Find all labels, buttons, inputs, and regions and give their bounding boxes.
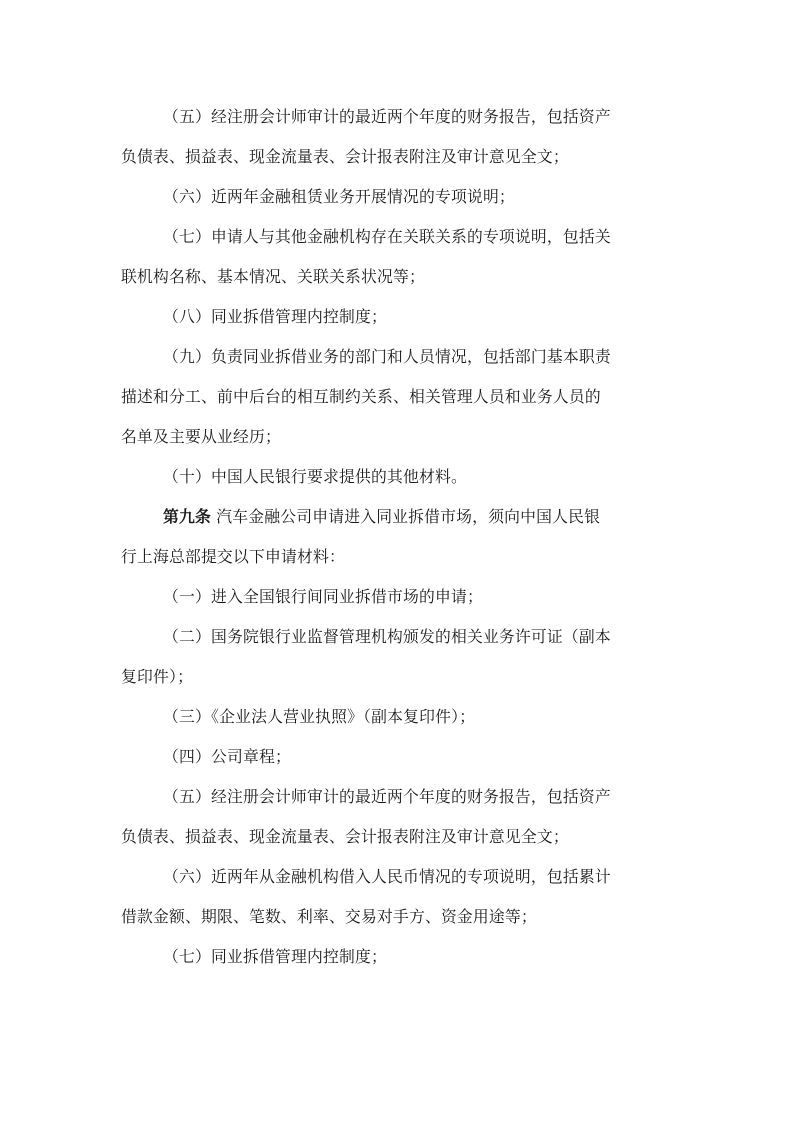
paragraph-item-5-line1: （五）经注册会计师审计的最近两个年度的财务报告，包括资产: [163, 107, 611, 126]
paragraph-item-9-line1: （九）负责同业拆借业务的部门和人员情况，包括部门基本职责: [163, 347, 611, 366]
paragraph-a9-item-7: （七）同业拆借管理内控制度；: [163, 947, 387, 966]
article-9-line1: [121, 497, 677, 537]
paragraph-item-7-line1: （七）申请人与其他金融机构存在关联关系的专项说明，包括关: [163, 227, 611, 246]
paragraph-a9-item-2-line1: （二）国务院银行业监督管理机构颁发的相关业务许可证（副本: [163, 627, 611, 646]
paragraph-item-6: （六）近两年金融租赁业务开展情况的专项说明；: [163, 187, 515, 206]
paragraph-item-9-line2: 描述和分工、前中后台的相互制约关系、相关管理人员和业务人员的: [121, 387, 601, 406]
paragraph-a9-item-6-line2: 借款金额、期限、笔数、利率、交易对手方、资金用途等；: [121, 907, 537, 926]
article-9-text: 汽车金融公司申请进入同业拆借市场，须向中国人民银: [211, 507, 601, 526]
paragraph-item-8: （八）同业拆借管理内控制度；: [163, 307, 387, 326]
paragraph-item-10: （十）中国人民银行要求提供的其他材料。: [163, 467, 467, 486]
paragraph-item-5-line2: 负债表、损益表、现金流量表、会计报表附注及审计意见全文；: [121, 147, 569, 166]
article-9-line2: 行上海总部提交以下申请材料：: [121, 547, 345, 566]
paragraph-a9-item-1: （一）进入全国银行间同业拆借市场的申请；: [163, 587, 483, 606]
paragraph-item-9-line3: 名单及主要从业经历；: [121, 427, 281, 446]
paragraph-a9-item-5-line1: （五）经注册会计师审计的最近两个年度的财务报告，包括资产: [163, 787, 611, 806]
paragraph-a9-item-4: （四）公司章程；: [163, 747, 291, 766]
paragraph-a9-item-5-line2: 负债表、损益表、现金流量表、会计报表附注及审计意见全文；: [121, 827, 569, 846]
paragraph-a9-item-2-line2: 复印件）；: [121, 667, 194, 686]
article-heading: 第九条: [163, 507, 211, 526]
paragraph-a9-item-6-line1: （六）近两年从金融机构借入人民币情况的专项说明，包括累计: [163, 867, 611, 886]
document-body: [121, 97, 677, 977]
paragraph-item-7-line2: 联机构名称、基本情况、关联关系状况等；: [121, 267, 425, 286]
paragraph-a9-item-3: （三）《企业法人营业执照》（副本复印件）；: [163, 707, 476, 726]
